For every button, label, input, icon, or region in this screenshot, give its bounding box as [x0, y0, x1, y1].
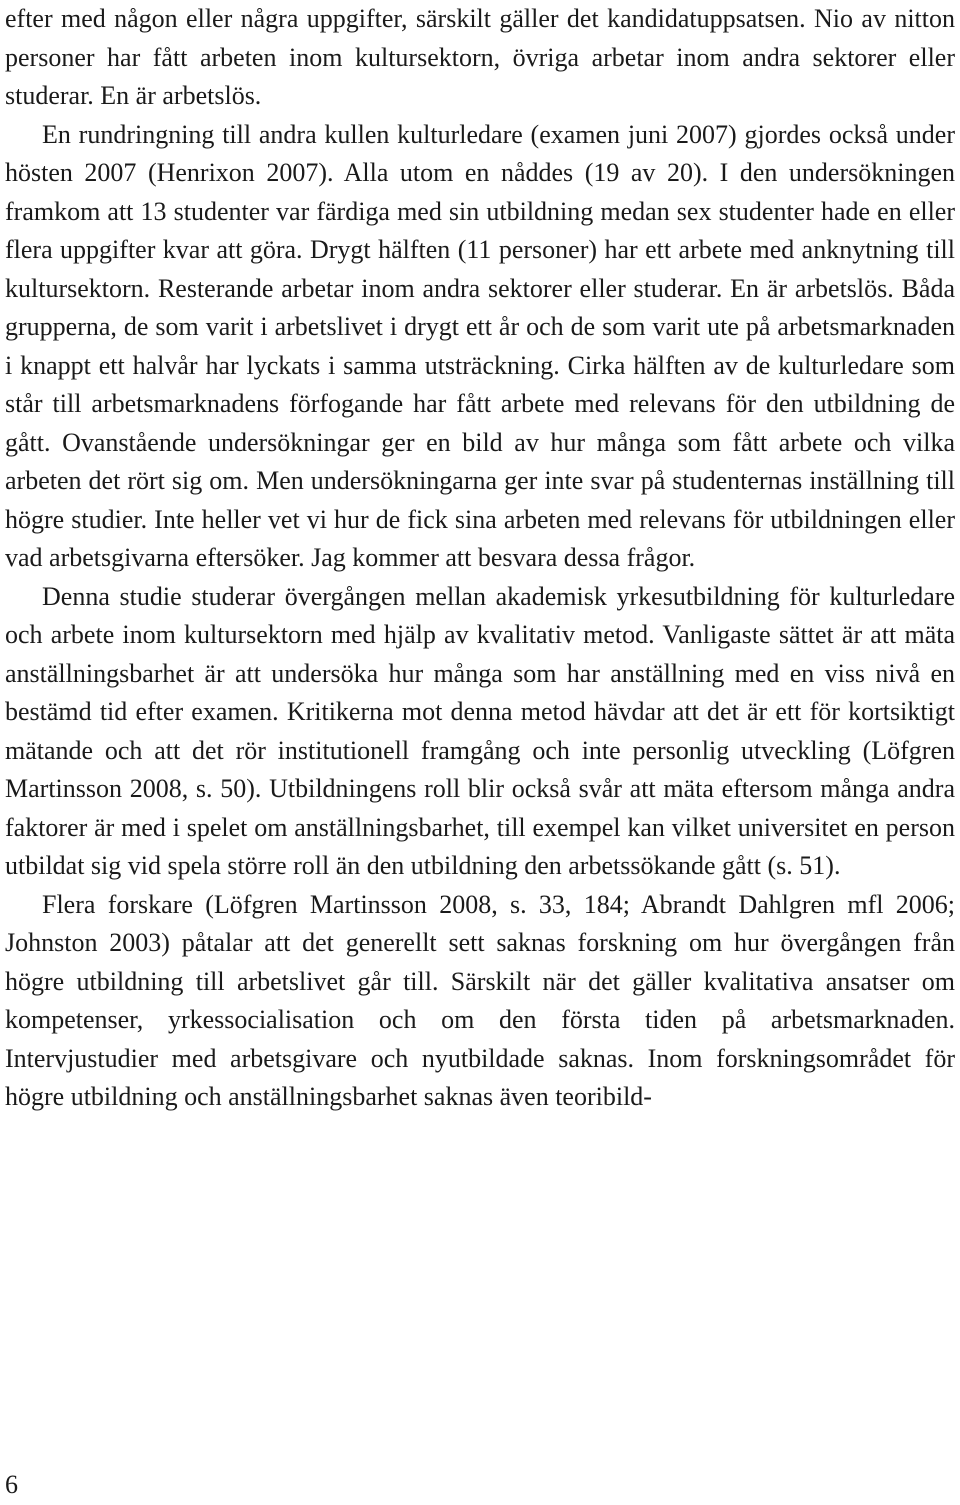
- body-text: [5, 0, 955, 1117]
- page-number: 6: [5, 1470, 18, 1499]
- paragraph-studie: Denna studie studerar övergången mellan akademisk yrkesutbildning för kulturledare och arbete inom kultursektorn med hjälp av kvalitativ metod. Vanligaste sättet är att mäta anställningsbarhet är att undersöka hur många som har anställning med en viss nivå en bestämd tid efter examen. Kritikerna mot denna metod hävdar att det är ett för kortsiktigt mätande och att det rör institutionell framgång och inte personlig utveckling (Löfgren Martinsson 2008, s. 50). Utbildningens roll blir också svår att mäta eftersom många andra faktorer är med i spelet om anställningsbarhet, till exempel kan vilket universitet en person utbildat sig vid spela större roll än den utbildning den arbetssökande gått (s. 51).: [5, 581, 955, 880]
- paragraph-rundringning: En rundringning till andra kullen kulturledare (examen juni 2007) gjordes också under hösten 2007 (Henrixon 2007). Alla utom en nåddes (19 av 20). I den undersökningen framkom att 13 studenter var färdiga med sin utbildning medan sex studenter hade en eller flera uppgifter kvar att göra. Drygt hälften (11 personer) har ett arbete med anknytning till kultursektorn. Resterande arbetar inom andra sektorer eller studerar. En är arbetslös. Båda grupperna, de som varit i arbetslivet i drygt ett år och de som varit ute på arbetsmarknaden i knappt ett halvår har lyckats i samma utsträckning. Cirka hälften av de kulturledare som står till arbetsmarknadens förfogande har fått arbete med relevans för den utbildning de gått. Ovanstående undersökningar ger en bild av hur många som fått arbete och vilka arbeten det rört sig om. Men undersökningarna ger inte svar på studenternas inställning till högre studier. Inte heller vet vi hur de fick sina arbeten med relevans för utbildningen eller vad arbetsgivarna eftersöker. Jag kommer att besvara dessa frågor.: [5, 119, 955, 572]
- paragraph-forskare: Flera forskare (Löfgren Martinsson 2008, s. 33, 184; Abrandt Dahlgren mfl 2006; Johnston 2003) påtalar att det generellt sett saknas forskning om hur övergången från högre utbildning till arbetslivet går till. Särskilt när det gäller kvalitativa ansatser om kompetenser, yrkessocialisation och om den första tiden på arbetsmarknaden. Intervjustudier med arbetsgivare och nyutbildade saknas. Inom forskningsområdet för högre utbildning och anställningsbarhet saknas även teoribild-: [5, 889, 955, 1111]
- paragraph-continued: efter med någon eller några uppgifter, särskilt gäller det kandidatuppsatsen. Nio av nitton personer har fått arbeten inom kultursektorn, övriga arbetar inom andra sektorer eller studerar. En är arbetslös.: [5, 4, 955, 110]
